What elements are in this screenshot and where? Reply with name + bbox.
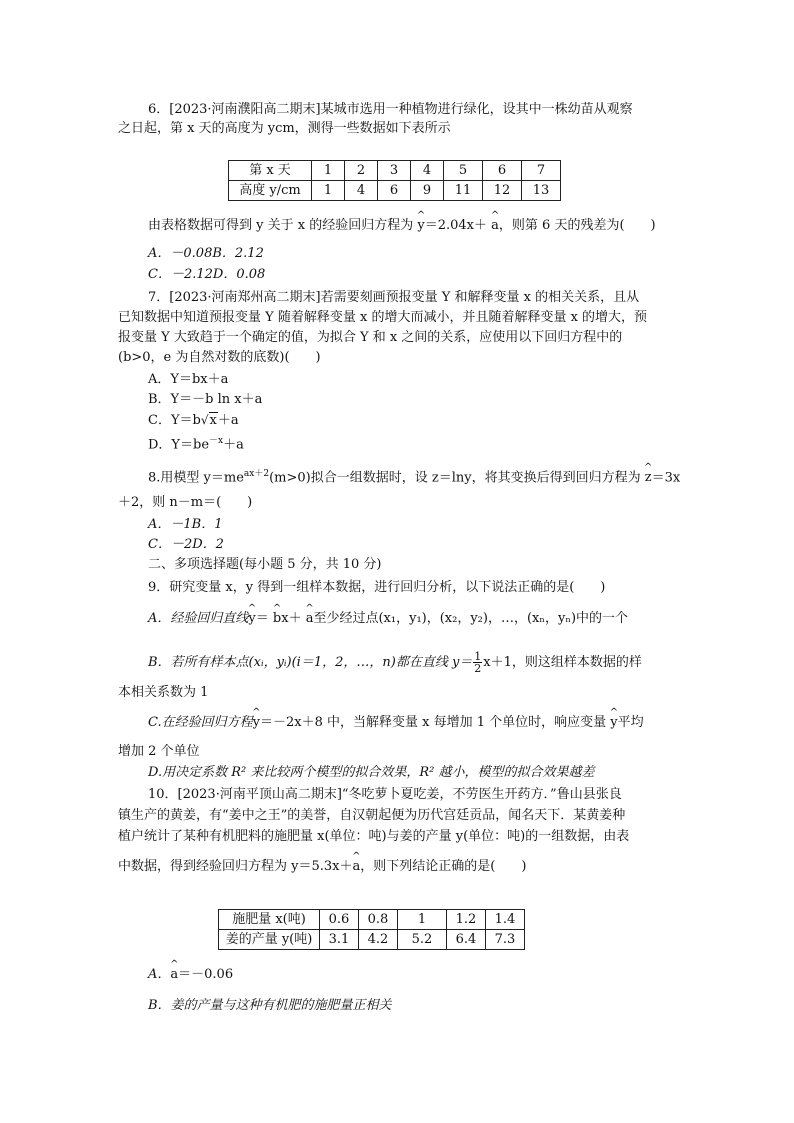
q8-line-2: ＋2，则 n－m＝( ) [118,495,253,510]
option-d: D．2 [192,537,224,552]
q6-data-table [228,160,561,201]
table-cell: 第 x 天 [229,161,312,181]
option-b: B．2.12 [212,246,264,261]
q6-line-2: 之日起，第 x 天的高度为 ycm，测得一些数据如下表所示 [118,121,451,136]
table-cell: 1 [398,910,447,930]
option-c: C．－2.12 [148,267,213,282]
table-cell: 3.1 [320,930,359,950]
q10-data-table [218,909,525,950]
table-cell: 高度 y/cm [229,181,312,201]
table-row [229,161,561,181]
q9-option-b-cont: 本相关系数为 1 [118,685,209,700]
q9-option-b: B．若所有样本点(xᵢ，yᵢ)(i＝1，2，…，n)都在直线 y＝ $\frac{1}{2}$ x＋1，则这组样本数据的样 [148,650,642,675]
q8-line-1: 8.用模型 $y=me^{ax+2}(m>0)$拟合一组数据时，设 z＝lny，将其变换后得到回归方程为 ^ z＝3x [148,465,680,487]
table-cell: 11 [444,181,483,201]
q6-options-cd [148,266,265,284]
table-cell: 5 [444,161,483,181]
table-cell: 6 [378,181,411,201]
fraction-one-half: $\frac{1}{2}$ [474,650,482,675]
option-c: C．－2 [148,537,193,552]
q10-line-3: 植户统计了某种有机肥料的施肥量 x(单位：吨)与姜的产量 y(单位：吨)的一组数据，由表 [118,829,630,844]
q9-option-d: D.用决定系数 R² 来比较两个模型的拟合效果，R² 越小，模型的拟合效果越差 [148,765,595,780]
table-cell: 12 [483,181,522,201]
table-cell: 姜的产量 y(吨) [219,930,320,950]
table-cell: 3 [378,161,411,181]
q7-line-4: (b>0，e 为自然对数的底数)( ) [118,350,321,365]
section-heading-multiple-choice: 二、多项选择题(每小题 5 分，共 10 分) [148,557,382,572]
table-row [229,181,561,201]
table-cell: 0.8 [359,910,398,930]
table-row [219,910,525,930]
q9-option-a: A．经验回归直线^ y＝ ^ bx＋ ^ a至少经过点(x₁，y₁)，(x₂，y₂)，…，(xₙ，yₙ)中的一个 [148,610,628,628]
table-cell: 1.2 [447,910,486,930]
table-cell: 5.2 [398,930,447,950]
q6-options-ab [148,245,264,263]
q7-line-1: 7．[2023·河南郑州高二期末]若需要刻画预报变量 Y 和解释变量 x 的相关关系，且从 [148,290,640,305]
q9-option-c-cont: 增加 2 个单位 [118,744,200,759]
option-a: A．－1 [148,517,192,532]
table-cell: 1 [312,181,345,201]
q10-line-4: 中数据，得到经验回归方程为 y＝5.3x＋^ a，则下列结论正确的是( ) [118,858,526,876]
option-d: D．0.08 [212,267,266,282]
table-cell: 4 [345,181,378,201]
table-cell: 0.6 [320,910,359,930]
q10-option-b: B．姜的产量与这种有机肥的施肥量正相关 [148,998,392,1013]
table-cell: 13 [522,181,561,201]
q7-option-d: D．$Y=be^{-x}+a$ [148,436,244,453]
q10-line-1: 10．[2023·河南平顶山高二期末]“冬吃萝卜夏吃姜，不劳医生开药方．”鲁山县张良 [148,787,622,802]
q7-option-a: A．Y＝bx＋a [148,372,229,387]
table-cell: 6.4 [447,930,486,950]
table-cell: 7 [522,161,561,181]
q8-options-ab [148,516,223,534]
q9-line-1: 9．研究变量 x，y 得到一组样本数据，进行回归分析，以下说法正确的是( ) [148,580,606,595]
q9-option-c: C.在经验回归方程^ y＝－2x＋8 中，当解释变量 x 每增加 1 个单位时，响应变量 ^ y平均 [148,714,644,732]
table-cell: 4 [411,161,444,181]
q7-line-3: 报变量 Y 大致趋于一个确定的值，为拟合 Y 和 x 之间的关系，应使用以下回归方程中的 [118,330,623,345]
q8-options-cd [148,536,224,554]
table-cell: 1 [312,161,345,181]
table-cell: 6 [483,161,522,181]
q7-option-b: B．Y＝－b ln x＋a [148,392,263,407]
table-cell: 9 [411,181,444,201]
q10-line-2: 镇生产的黄姜，有“姜中之王”的美誉，自汉朝起便为历代宫廷贡品，闻名天下．某黄姜种 [118,808,626,823]
option-a: A．－0.08 [148,246,213,261]
table-cell: 7.3 [486,930,525,950]
q7-line-2: 已知数据中知道预报变量 Y 随着解释变量 x 的增大而减小，并且随着解释变量 x 的增大，预 [118,310,648,325]
option-b: B．1 [191,517,223,532]
q6-line-3: 由表格数据可得到 y 关于 x 的经验回归方程为 ^ y＝2.04x＋ ^ a，则第 6 天的残差为( ) [148,217,656,235]
q7-option-c: C．Y＝b√x＋a [148,413,239,428]
table-cell: 2 [345,161,378,181]
table-cell: 1.4 [486,910,525,930]
table-cell: 4.2 [359,930,398,950]
q6-line-1: 6．[2023·河南濮阳高二期末]某城市选用一种植物进行绿化，设其中一株幼苗从观察 [148,102,633,117]
table-cell: 施肥量 x(吨) [219,910,320,930]
table-row [219,930,525,950]
q10-option-a: A．^ a＝－0.06 [148,966,233,984]
